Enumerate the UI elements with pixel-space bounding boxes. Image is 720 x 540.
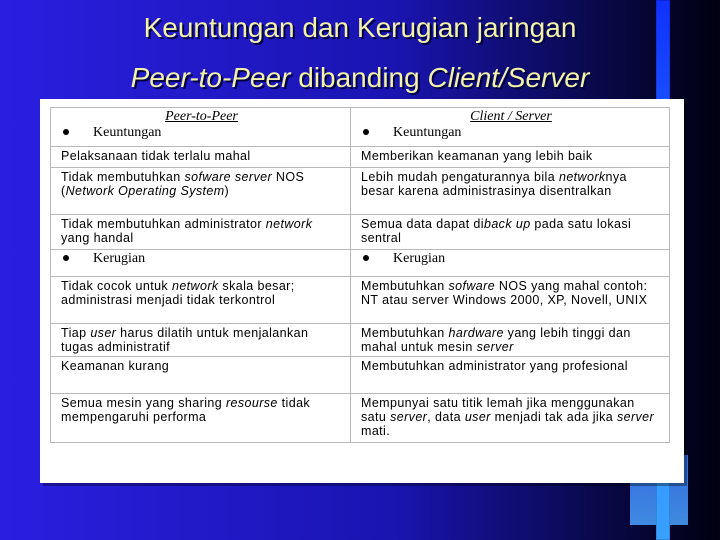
cell-peer-to-peer bbox=[51, 147, 351, 168]
section-label: Keuntungan bbox=[93, 125, 162, 140]
cell-text-part: Memberikan keamanan yang lebih baik bbox=[361, 149, 593, 163]
italic-term: network bbox=[558, 170, 606, 184]
cell-client-server bbox=[351, 168, 670, 215]
cell-text-part: mati. bbox=[361, 424, 391, 438]
cell-text-part: harus dilatih untuk menjalankan tugas administratif bbox=[61, 326, 309, 354]
cell-peer-to-peer bbox=[51, 215, 351, 250]
cell-text-part: Membutuhkan bbox=[361, 279, 449, 293]
table-row bbox=[51, 324, 670, 357]
cell-text-part: Semua data dapat di bbox=[361, 217, 484, 231]
cell-text-part: Membutuhkan administrator yang profesional bbox=[361, 359, 628, 373]
section-cell bbox=[351, 250, 670, 277]
section-label: Kerugian bbox=[393, 251, 446, 266]
italic-term: server bbox=[616, 410, 655, 424]
cell-client-server bbox=[351, 215, 670, 250]
cell-text-part: pada satu lokasi sentral bbox=[361, 217, 632, 245]
cell-peer-to-peer bbox=[51, 324, 351, 357]
comparison-panel bbox=[40, 99, 684, 483]
cell-client-server bbox=[351, 277, 670, 324]
italic-term: server bbox=[390, 410, 428, 424]
cell-peer-to-peer bbox=[51, 394, 351, 443]
bullet-icon bbox=[63, 255, 69, 261]
section-row-kerugian bbox=[51, 250, 670, 277]
title-dibanding: dibanding bbox=[290, 62, 428, 93]
section-label: Kerugian bbox=[93, 251, 146, 266]
cell-text-part: tidak mempengaruhi performa bbox=[61, 396, 311, 424]
cell-client-server bbox=[351, 147, 670, 168]
italic-term: back up bbox=[483, 217, 531, 231]
italic-term: network bbox=[171, 279, 219, 293]
italic-term: network bbox=[265, 217, 313, 231]
cell-text-part: Tidak cocok untuk bbox=[61, 279, 172, 293]
cell-text-part: yang handal bbox=[61, 231, 134, 245]
table-row bbox=[51, 277, 670, 324]
italic-term: sofware bbox=[448, 279, 496, 293]
cell-client-server bbox=[351, 394, 670, 443]
italic-term: user bbox=[90, 326, 117, 340]
cell-text-part: Semua mesin yang sharing bbox=[61, 396, 226, 410]
column-title-client-server: Client / Server bbox=[470, 109, 552, 124]
bullet-icon bbox=[63, 129, 69, 135]
cell-text-part: Tiap bbox=[61, 326, 91, 340]
slide-title-line2 bbox=[0, 62, 720, 94]
italic-term: sofware server bbox=[184, 170, 273, 184]
cell-text-part: Pelaksanaan tidak terlalu mahal bbox=[61, 149, 251, 163]
italic-term: Network Operating System bbox=[65, 184, 225, 198]
cell-text-part: NOS ( bbox=[61, 170, 305, 198]
italic-term: resourse bbox=[225, 396, 278, 410]
cell-text-part: Keamanan kurang bbox=[61, 359, 170, 373]
cell-text-part: , data bbox=[427, 410, 465, 424]
cell-text-part: Lebih mudah pengaturannya bila bbox=[361, 170, 559, 184]
cell-text-part: yang lebih tinggi dan mahal untuk mesin bbox=[361, 326, 631, 354]
cell-client-server bbox=[351, 357, 670, 394]
italic-term: user bbox=[464, 410, 491, 424]
table-row bbox=[51, 168, 670, 215]
comparison-table bbox=[50, 107, 670, 443]
title-peer-to-peer: Peer-to-Peer bbox=[130, 62, 291, 93]
header-client-server bbox=[351, 108, 670, 147]
cell-text-part: Membutuhkan bbox=[361, 326, 449, 340]
cell-text-part: Tidak membutuhkan bbox=[61, 170, 185, 184]
cell-text-part: Tidak membutuhkan administrator bbox=[61, 217, 266, 231]
cell-text-part: skala besar; administrasi menjadi tidak terkontrol bbox=[61, 279, 295, 307]
cell-text-part: menjadi tak ada jika bbox=[490, 410, 617, 424]
table-row bbox=[51, 357, 670, 394]
cell-text-part: ) bbox=[224, 184, 230, 198]
cell-text-part: nya besar karena administrasinya disentralkan bbox=[361, 170, 627, 198]
table-row bbox=[51, 394, 670, 443]
table-row bbox=[51, 147, 670, 168]
column-title-peer-to-peer: Peer-to-Peer bbox=[165, 109, 238, 124]
cell-peer-to-peer bbox=[51, 168, 351, 215]
section-cell bbox=[51, 250, 351, 277]
table-row bbox=[51, 215, 670, 250]
bullet-icon bbox=[363, 255, 369, 261]
header-peer-to-peer bbox=[51, 108, 351, 147]
cell-text-part: Mempunyai satu titik lemah jika menggunakan satu bbox=[361, 396, 635, 424]
slide-title-line1: Keuntungan dan Kerugian jaringan bbox=[143, 12, 577, 43]
cell-client-server bbox=[351, 324, 670, 357]
italic-term: server bbox=[476, 340, 514, 354]
bullet-icon bbox=[363, 129, 369, 135]
cell-peer-to-peer bbox=[51, 277, 351, 324]
cell-text-part: NOS yang mahal contoh: NT atau server Windows 2000, XP, Novell, UNIX bbox=[361, 279, 648, 307]
table-header-row bbox=[51, 108, 670, 147]
italic-term: hardware bbox=[448, 326, 504, 340]
title-client-server: Client/Server bbox=[427, 62, 590, 93]
cell-peer-to-peer bbox=[51, 357, 351, 394]
section-label: Keuntungan bbox=[393, 125, 462, 140]
